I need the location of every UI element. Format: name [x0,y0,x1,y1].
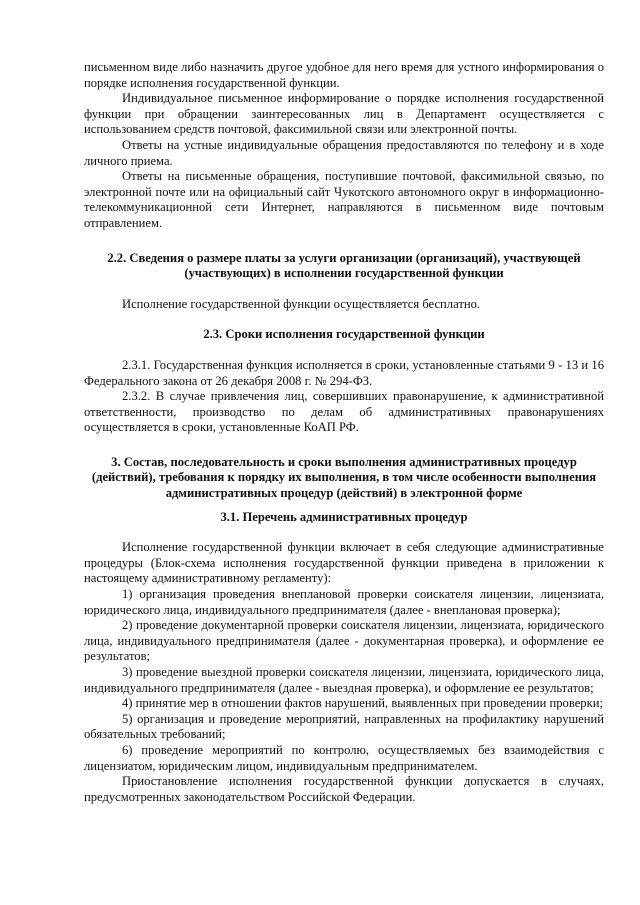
section-2-2-heading-line1: 2.2. Сведения о размере платы за услуги организации (организаций), участвующей [107,250,581,265]
section-2-2-heading-line2: (участвующих) в исполнении государственной функции [184,266,504,281]
procedure-item-3: 3) проведение выездной проверки соискателя лицензии, лицензиата, юридического лица, индивидуального предпринимателя (далее - выездная проверка), и оформление ее результатов; [84,665,604,695]
procedure-item-4: 4) принятие мер в отношении фактов нарушений, выявленных при проведении проверки; [122,696,603,711]
procedure-item-6: 6) проведение мероприятий по контролю, осуществляемых без взаимодействия с лицензиатом, юридическим лицом, индивидуальным предпринимателем. [84,742,604,773]
suspension-paragraph: Приостановление исполнения государственной функции допускается в случаях, предусмотренных законодательством Российской Федерации. [84,774,604,804]
procedure-item-1: 1) организация проведения внеплановой проверки соискателя лицензии, лицензиата, юридического лица, индивидуального предпринимателя (далее - внеплановая проверка); [84,587,604,617]
oral-answers-paragraph: Ответы на устные индивидуальные обращения предоставляются по телефону и в ходе личного приема. [84,137,604,168]
section-3-heading-line3: административных процедур (действий) в электронной форме [165,486,523,501]
intro-continuation-paragraph: письменном виде либо назначить другое удобное для него время для устного информирования о порядке исполнения государственной функции. [84,60,604,90]
section-2-2-text: Исполнение государственной функции осуществляется бесплатно. [122,296,481,311]
section-3-heading-line2: (действий), требования к порядку их выполнения, в том числе особенности выполнения [91,470,597,485]
section-2-2-heading [84,251,604,282]
section-3-1-intro: Исполнение государственной функции включает в себя следующие административные процедуры (Блок-схема исполнения государственной функции приведена в приложении к настоящему административному регламенту): [84,540,604,586]
section-3-1-heading: 3.1. Перечень административных процедур [220,509,468,524]
section-3-heading [84,455,604,502]
procedure-item-2: 2) проведение документарной проверки соискателя лицензии, лицензиата, юридического лица, индивидуального предпринимателя (далее - документарная проверка), и оформление ее результатов; [84,618,604,664]
procedure-item-5: 5) организация и проведение мероприятий, направленных на профилактику нарушений обязательных требований; [84,711,604,742]
section-2-3-item-2: 2.3.2. В случае привлечения лиц, совершивших правонарушение, к административной ответственности, производство по делам об административных правонарушениях осуществляется в сроки, установленные КоАП РФ. [84,389,604,435]
individual-written-info-paragraph: Индивидуальное письменное информирование о порядке исполнения государственной функции при обращении заинтересованных лиц в Департамент осуществляется с использованием средств почтовой, факсимильной связи или электронной почты. [84,91,604,137]
section-2-3-heading: 2.3. Сроки исполнения государственной функции [203,327,485,342]
document-page [84,60,604,805]
section-2-3-item-1: 2.3.1. Государственная функция исполняется в сроки, установленные статьями 9 - 13 и 16 Федерального закона от 26 декабря 2008 г. № 294-ФЗ. [84,357,604,388]
written-answers-paragraph: Ответы на письменные обращения, поступившие почтовой, факсимильной связью, по электронной почте или на официальный сайт Чукотского автономного округ в информационно-телекоммуникационной сети Интернет, направляются в письменном виде почтовым отправлением. [84,169,604,230]
section-3-heading-line1: 3. Состав, последовательность и сроки выполнения административных процедур [111,454,577,469]
